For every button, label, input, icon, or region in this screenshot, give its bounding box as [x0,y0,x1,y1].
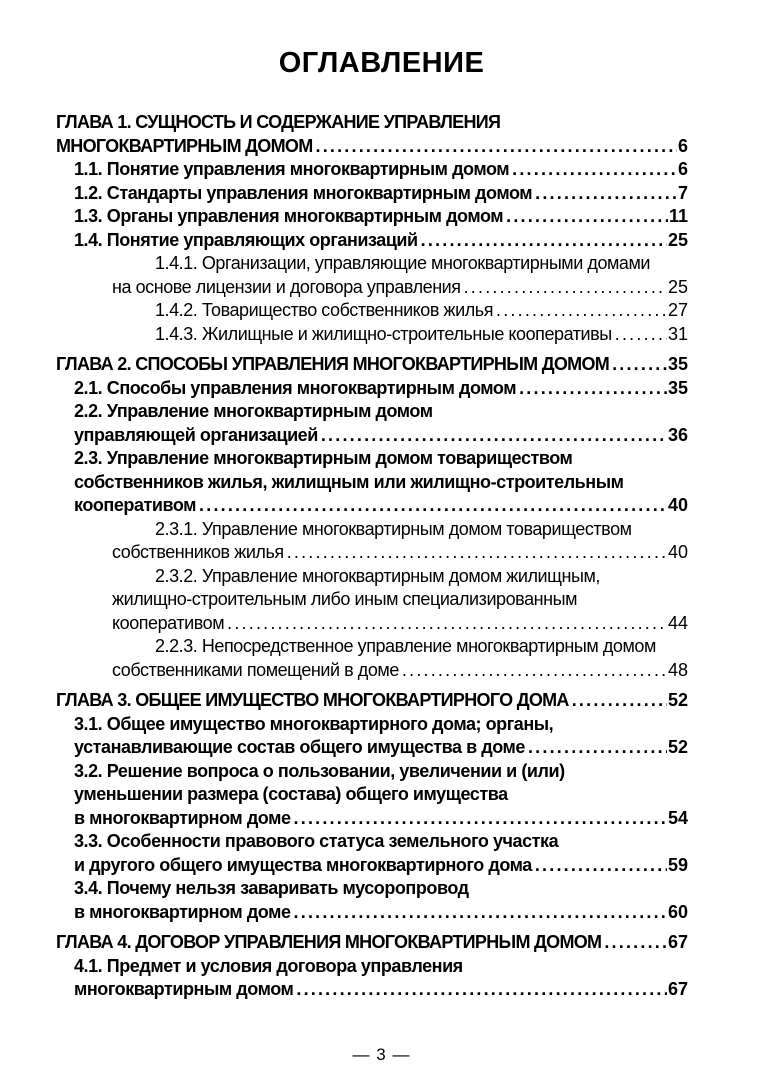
toc-page-number: 31 [667,323,688,344]
toc-section-line [56,494,688,518]
toc-entry-text: в многоквартирном доме [74,807,291,828]
toc-entry-text: многоквартирным домом [74,979,294,999]
toc-page-number: 67 [667,932,688,952]
toc-subsection-line [56,299,688,323]
toc-dot-leader [296,978,667,1002]
toc-dot-leader [287,541,667,565]
toc-dot-leader [604,931,667,955]
toc-entry-text: ГЛАВА 2. СПОСОБЫ УПРАВЛЕНИЯ МНОГОКВАРТИРНЫМ ДОМОМ [56,354,610,374]
toc-page-number: 35 [667,377,688,398]
toc-entry-text: устанавливающие состав общего имущества в доме [74,737,525,757]
toc-entry-text: кооперативом [74,495,197,515]
toc-section-line [56,471,688,495]
toc-entry-text: собственниками помещений в доме [112,659,399,680]
toc-entry-text: 4.1. Предмет и условия договора управления [74,955,463,976]
toc-page-number: 27 [667,300,688,320]
toc-subsection-line [56,565,688,589]
toc-entry-text: 1.4.2. Товарищество собственников жилья [155,300,494,320]
toc-subsection-line [56,612,688,636]
toc-entry-text: 1.4. Понятие управляющих организаций [74,229,418,250]
toc-section-line [56,955,688,979]
toc-dot-leader [421,229,667,253]
toc-dot-leader [572,689,667,713]
toc-entry-text: 3.2. Решение вопроса о пользовании, увеличении и (или) [74,760,565,781]
toc-section-line [56,424,688,448]
toc-page-number: 59 [667,854,688,875]
toc-section-line [56,447,688,471]
toc-section-line [56,901,688,925]
toc-dot-leader [402,659,667,683]
toc-page-number: 44 [667,612,688,633]
toc-section-line [56,205,688,229]
toc-section-line [56,400,688,424]
toc-section-line [56,854,688,878]
toc-section-line [56,713,688,737]
page-footer [0,1045,763,1065]
toc-page-number: 25 [667,276,688,297]
toc-entry-text: на основе лицензии и договора управления [112,276,461,297]
toc-dot-leader [512,158,677,182]
toc-page-number: 54 [667,807,688,828]
toc-subsection-line [56,252,688,276]
toc-subsection-line [56,323,688,347]
page-title: ОГЛАВЛЕНИЕ [278,47,485,79]
toc-page-number: 67 [667,979,688,999]
toc-page-number: 40 [667,542,688,562]
toc-dot-leader [464,276,667,300]
toc-subsection-line [56,588,688,612]
toc-entry-text: 1.2. Стандарты управления многоквартирным домом [74,182,533,203]
toc-entry-text: 2.2.3. Непосредственное управление многоквартирным домом [155,636,656,656]
toc-entry-text: 3.4. Почему нельзя заваривать мусоропровод [74,878,469,898]
toc-section-line [56,229,688,253]
toc-dot-leader [321,424,667,448]
toc-section-line [56,760,688,784]
toc-page-number: 25 [667,229,688,250]
toc-page-number: 40 [667,495,688,515]
toc-subsection-line [56,276,688,300]
toc-chapter-line [56,111,688,135]
toc-entry-text: 2.3.2. Управление многоквартирным домом жилищным, [155,565,600,586]
toc-dot-leader [612,353,667,377]
footer-page-number: — 3 — [352,1045,411,1064]
toc-section-line [56,830,688,854]
toc-section-line [56,736,688,760]
toc-section-line [56,783,688,807]
toc-entry-text: 1.4.3. Жилищные и жилищно-строительные кооперативы [155,323,612,344]
toc-dot-leader [496,299,667,323]
toc-chapter-line [56,931,688,955]
toc-dot-leader [535,854,667,878]
toc-section-line [56,158,688,182]
toc-entry-text: жилищно-строительным либо иным специализированным [112,589,578,609]
toc-page-number: 35 [667,354,688,374]
toc-page-number: 48 [667,659,688,680]
toc-entry-text: ГЛАВА 3. ОБЩЕЕ ИМУЩЕСТВО МНОГОКВАРТИРНОГО ДОМА [56,690,569,710]
toc-entry-text: 3.1. Общее имущество многоквартирного дома; органы, [74,713,554,734]
toc-dot-leader [506,205,668,229]
toc-entry-text: МНОГОКВАРТИРНЫМ ДОМОМ [56,135,313,156]
toc-dot-leader [615,323,667,347]
toc-entry-text: управляющей организацией [74,424,318,445]
toc-entry-text: 2.3. Управление многоквартирным домом товариществом [74,448,573,468]
toc-page-number: 60 [667,901,688,922]
toc-page-number: 52 [667,690,688,710]
toc-entry-text: собственников жилья [112,542,284,562]
toc-entry-text: 2.1. Способы управления многоквартирным домом [74,377,517,398]
toc-entry-text: 1.4.1. Организации, управляющие многоквартирными домами [155,253,651,273]
toc-entry-text: и другого общего имущества многоквартирного дома [74,854,532,875]
toc-entry-text: ГЛАВА 1. СУЩНОСТЬ И СОДЕРЖАНИЕ УПРАВЛЕНИЯ [56,112,501,132]
toc-page-number: 6 [677,135,688,156]
toc-page-number: 36 [667,424,688,445]
toc-dot-leader [519,377,667,401]
toc-entry-text: 1.3. Органы управления многоквартирным домом [74,206,504,226]
toc-section-line [56,377,688,401]
toc-dot-leader [316,135,677,159]
toc-section-line [56,807,688,831]
toc-entry-text: ГЛАВА 4. ДОГОВОР УПРАВЛЕНИЯ МНОГОКВАРТИРНЫМ ДОМОМ [56,932,602,952]
toc-page-number: 52 [667,737,688,757]
toc-dot-leader [227,612,667,636]
toc-dot-leader [199,494,667,518]
toc-entry-text: уменьшении размера (состава) общего имущества [74,784,508,804]
toc-subsection-line [56,659,688,683]
toc-chapter-line [56,353,688,377]
toc-page-number: 6 [677,159,688,179]
toc-dot-leader [528,736,667,760]
toc-page-number: 11 [668,206,688,226]
toc-page-number: 7 [677,182,688,203]
toc-subsection-line [56,518,688,542]
toc-subsection-line [56,541,688,565]
toc-section-line [56,182,688,206]
toc-entry-text: кооперативом [112,612,225,633]
toc-dot-leader [294,807,667,831]
toc-entry-text: 1.1. Понятие управления многоквартирным домом [74,159,510,179]
toc-dot-leader [294,901,667,925]
toc-entry-text: собственников жилья, жилищным или жилищно-строительным [74,471,624,492]
table-of-contents [56,111,688,1002]
toc-section-line [56,877,688,901]
toc-chapter-line [56,135,688,159]
toc-dot-leader [535,182,677,206]
toc-chapter-line [56,689,688,713]
toc-entry-text: 2.3.1. Управление многоквартирным домом товариществом [155,518,632,539]
toc-entry-text: 2.2. Управление многоквартирным домом [74,401,433,421]
toc-entry-text: 3.3. Особенности правового статуса земельного участка [74,831,559,851]
toc-entry-text: в многоквартирном доме [74,901,291,922]
toc-subsection-line [56,635,688,659]
toc-section-line [56,978,688,1002]
